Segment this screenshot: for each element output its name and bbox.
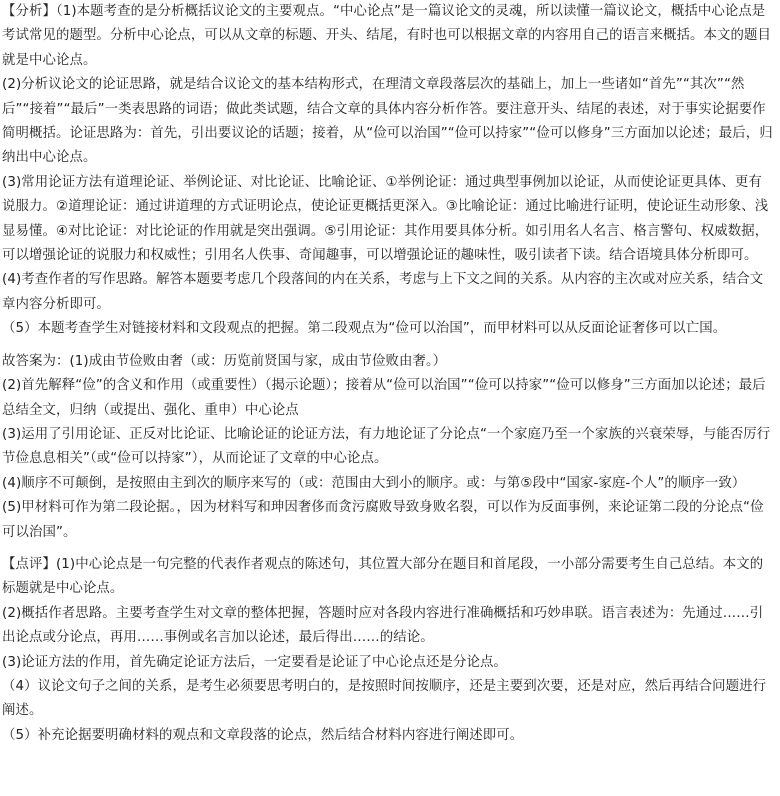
comment-section (2, 553, 774, 748)
answer-point-4: (4)顺序不可颠倒，是按照由主到次的顺序来写的（或：范围由大到小的顺序。或：与第⑤段中“国家-家庭-个人”的顺序一致） (2, 475, 746, 491)
answer-point-1: 故答案为：(1)成由节俭败由奢（或：历览前贤国与家，成由节俭败由奢。） (2, 353, 447, 369)
comment-point-5: （5）补充论据要明确材料的观点和文章段落的论点，然后结合材料内容进行阐述即可。 (2, 727, 524, 743)
comment-point-2: (2)概括作者思路。主要考查学生对文章的整体把握，答题时应对各段内容进行准确概括和巧妙串联。语言表述为：先通过……引出论点或分论点，再用……事例或名言加以论述，最后得出……的结论。 (2, 605, 764, 646)
answer-point-3: (3)运用了引用论证、正反对比论证、比喻论证的论证方法，有力地论证了分论点“一个家庭乃至一个家族的兴衰荣辱，与能否厉行节俭息息相关”（或“俭可以持家”），从而论证了文章的中心论点。 (2, 426, 771, 467)
comment-point-1: 【点评】(1)中心论点是一句完整的代表作者观点的陈述句，其位置大部分在题目和首尾段，一小部分需要考生自己总结。本文的标题就是中心论点。 (2, 556, 764, 597)
comment-point-4: （4）议论文句子之间的关系，是考生必须要思考明白的，是按照时间按顺序，还是主要到次要，还是对应，然后再结合问题进行阐述。 (2, 678, 767, 719)
analysis-section (2, 0, 774, 342)
answer-section (2, 350, 774, 545)
answer-point-2: (2)首先解释“俭”的含义和作用（或重要性）（揭示论题）；接着从“俭可以治国”“俭可以持家”“俭可以修身”三方面加以论述；最后总结全文，归纳（或提出、强化、重申）中心论点 (2, 378, 766, 418)
analysis-point-2: (2)分析议论文的论证思路，就是结合议论文的基本结构形式，在理清文章段落层次的基础上，加上一些诸如“首先”“其次”“然后”“接着”“最后”一类表思路的词语；做此类试题，结合文章的具体内容分析作答。要注意开头、结尾的表述，对于事实论据要作简明概括。论证思路为：首先，引出要议论的话题；接着，从“俭可以治国”“俭可以持家”“俭可以修身”三方面加以论述；最后，归纳出中心论点。 (2, 77, 773, 166)
analysis-point-5: （5）本题考查学生对链接材料和文段观点的把握。第二段观点为“俭可以治国”，而甲材料可以从反面论证奢侈可以亡国。 (2, 321, 727, 337)
analysis-point-1: 【分析】（1)本题考查的是分析概括议论文的主要观点。“中心论点”是一篇议论文的灵魂，所以读懂一篇议论文，概括中心论点是考试常见的题型。分析中心论点，可以从文章的标题、开头、结尾，有时也可以根据文章的内容用自己的语言来概括。本文的题目就是中心论点。 (2, 4, 771, 68)
comment-point-3: (3)论证方法的作用，首先确定论证方法后，一定要看是论证了中心论点还是分论点。 (2, 654, 507, 670)
analysis-point-3: (3)常用论证方法有道理论证、举例论证、对比论证、比喻论证、①举例论证：通过典型事例加以论证，从而使论证更具体、更有说服力。②道理论证：通过讲道理的方式证明论点，使论证更概括更深入。③比喻论证：通过比喻进行证明，使论证生动形象、浅显易懂。④对比论证：对比论证的作用就是突出强调。⑤引用论证：其作用要具体分析。如引用名人名言、格言警句、权威数据，可以增强论证的说服力和权威性；引用名人佚事、奇闻趣事，可以增强论证的趣味性，吸引读者下读。结合语境具体分析即可。 (2, 174, 769, 264)
answer-point-5: (5)甲材料可作为第二段论据。，因为材料写和珅因奢侈而贪污腐败导致身败名裂，可以作为反面事例，来论证第二段的分论点“俭可以治国”。 (2, 500, 764, 540)
analysis-point-4: (4)考查作者的写作思路。解答本题要考虑几个段落间的内在关系，考虑与上下文之间的关系。从内容的主次或对应关系，结合文章内容分析即可。 (2, 272, 764, 312)
